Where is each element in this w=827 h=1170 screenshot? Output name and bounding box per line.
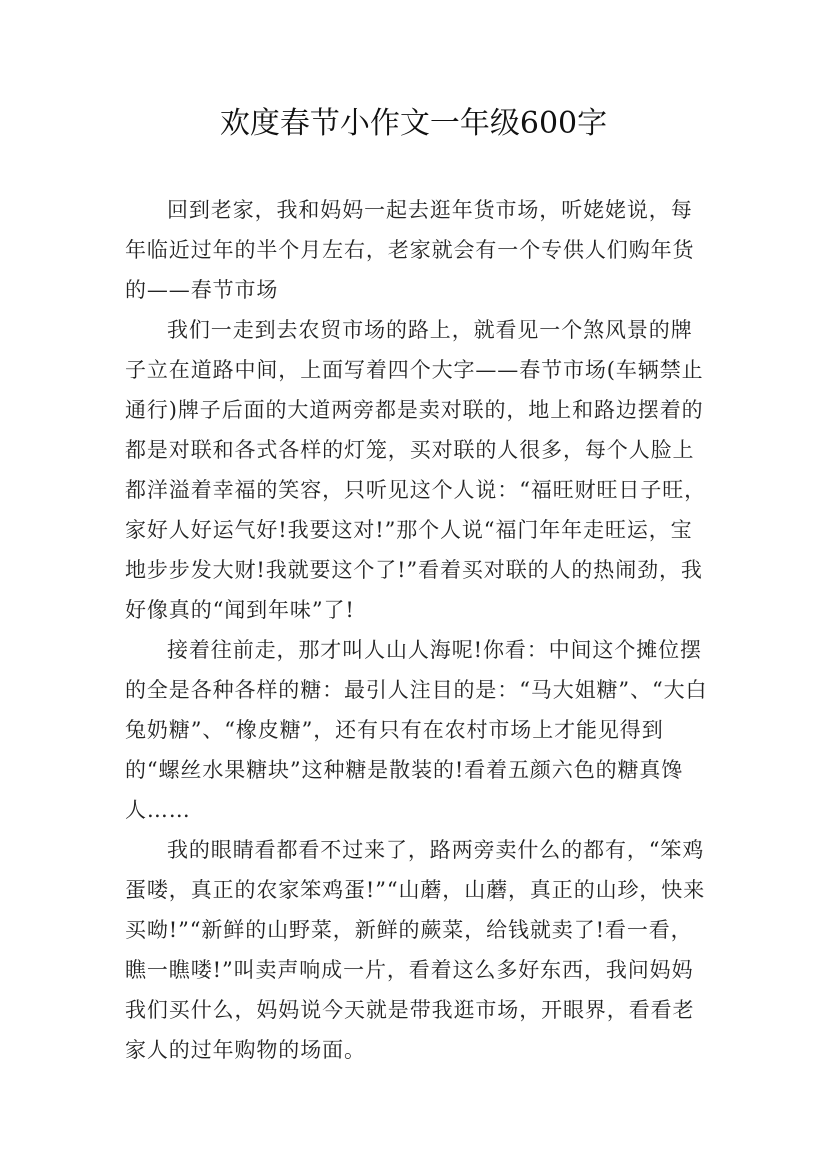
paragraph: 接着往前走，那才叫人山人海呢!你看：中间这个摊位摆的全是各种各样的糖：最引人注目的是：“马大姐糖”、“大白兔奶糖”、“橡皮糖”，还有只有在农村市场上才能见得到的“螺丝水果糖块”这种糖是散装的!看着五颜六色的糖真馋人…… bbox=[125, 638, 708, 822]
document-body bbox=[125, 190, 710, 1070]
paragraph: 回到老家，我和妈妈一起去逛年货市场，听姥姥说，每年临近过年的半个月左右，老家就会有一个专供人们购年货的——春节市场 bbox=[125, 198, 695, 302]
paragraph: 我们一走到去农贸市场的路上，就看见一个煞风景的牌子立在道路中间，上面写着四个大字——春节市场(车辆禁止通行)牌子后面的大道两旁都是卖对联的，地上和路边摆着的都是对联和各式各样的灯笼，买对联的人很多，每个人脸上都洋溢着幸福的笑容，只听见这个人说：“福旺财旺日子旺，家好人好运气好!我要这对!”那个人说“福门年年走旺运，宝地步步发大财!我就要这个了!”看着买对联的人的热闹劲，我好像真的“闻到年味”了! bbox=[125, 318, 707, 622]
paragraph: 我的眼睛看都看不过来了，路两旁卖什么的都有，“笨鸡蛋喽，真正的农家笨鸡蛋!”“山蘑，山蘑，真正的山珍，快来买呦!”“新鲜的山野菜，新鲜的蕨菜，给钱就卖了!看一看，瞧一瞧喽!”叫卖声响成一片，看着这么多好东西，我问妈妈我们买什么，妈妈说今天就是带我逛市场，开眼界，看看老家人的过年购物的场面。 bbox=[125, 838, 706, 1062]
document-title: 欢度春节小作文一年级600字 bbox=[219, 106, 608, 141]
